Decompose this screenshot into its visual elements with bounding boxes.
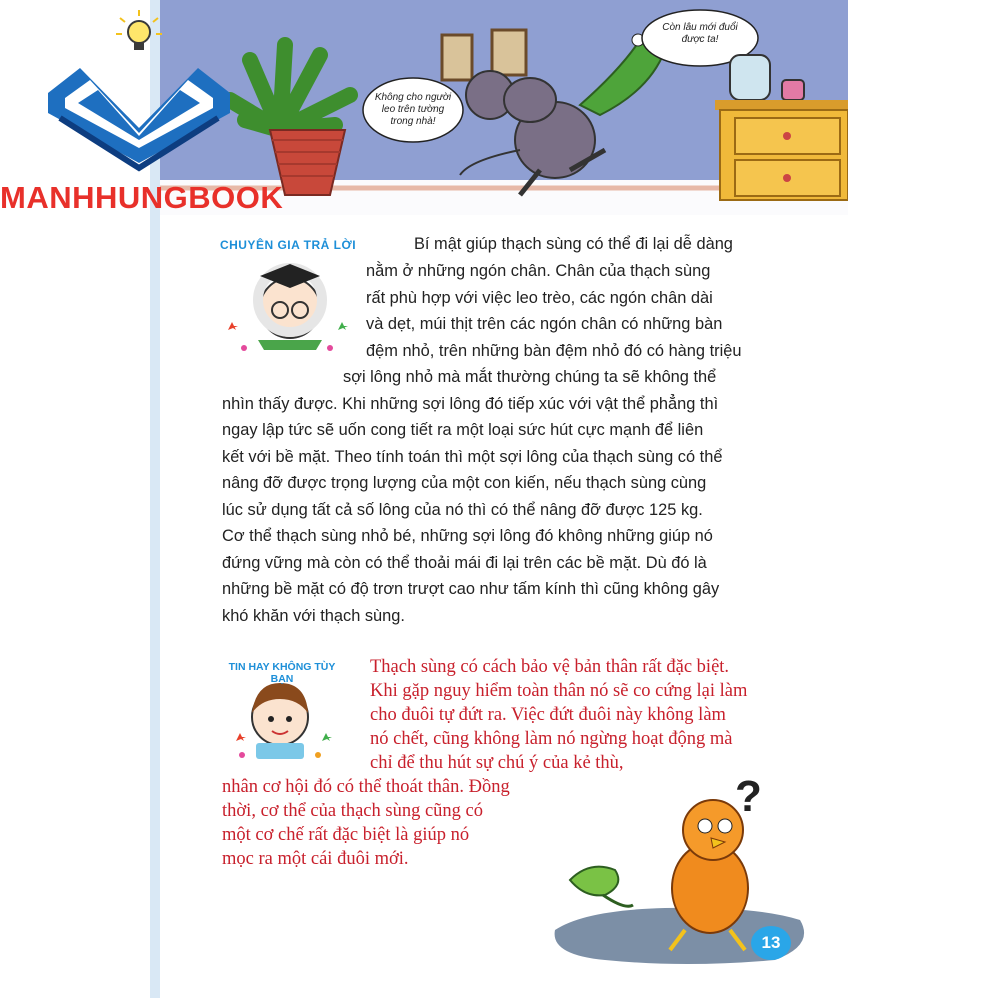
text-line: sợi lông nhỏ mà mắt thường chúng ta sẽ không thể [343,368,717,386]
star-icon [228,322,238,330]
text-line: những bề mặt có độ trơn trượt cao như tấm kính thì cũng không gây [222,580,720,598]
text-line: rất phù hợp với việc leo trèo, các ngón chân dài [366,289,713,307]
text-line: nằm ở những ngón chân. Chân của thạch sùng [366,262,711,280]
dresser-illustration [715,100,848,200]
text-line: cho đuôi tự đứt ra. Việc đứt đuôi này không làm [370,705,726,725]
child-avatar-icon [252,683,308,759]
expert-badge-label: CHUYÊN GIA TRẢ LỜI [219,238,357,252]
text-line: một cơ chế rất đặc biệt là giúp nó [222,825,470,845]
text-line: Cơ thể thạch sùng nhỏ bé, những sợi lông đó không những giúp nó [222,527,713,545]
text-line: ngay lập tức sẽ uốn cong tiết ra một loại sức hút cực mạnh để liên [222,421,704,439]
fact-badge-label: TIN HAY KHÔNG TÙY BẠN [228,661,336,685]
text-line: nhìn thấy được. Khi những sợi lông đó tiếp xúc với vật thể phẳng thì [222,395,719,413]
star-icon [338,322,348,330]
text-line: kết với bề mặt. Theo tính toán thì một sợi lông của thạch sùng có thể [222,448,723,466]
gecko-icon [570,867,633,907]
text-line: Thạch sùng có cách bảo vệ bản thân rất đặc biệt. [370,657,730,677]
text-line: Bí mật giúp thạch sùng có thể đi lại dễ dàng [414,235,733,253]
star-icon [322,733,332,741]
bubble-line: được ta! [681,34,719,45]
text-line: khó khăn với thạch sùng. [222,607,405,625]
lightbulb-icon [116,10,162,50]
text-line: Khi gặp nguy hiểm toàn thân nó sẽ co cứng lại làm [370,681,748,701]
expert-badge [218,230,358,360]
star-icon [236,733,246,741]
bubble-line: Không cho người [374,92,452,103]
professor-avatar-icon [258,264,322,350]
logo-text-part1: MANHHUNG [0,180,189,215]
fact-badge [222,655,342,770]
text-line: đệm nhỏ, trên những bàn đệm nhỏ đó có hàng triệu [366,342,742,360]
mouse-speech-bubble [367,92,459,128]
question-mark: ? [735,772,762,821]
bubble-line: leo trên tường [381,104,445,115]
text-line: nó chết, cũng không làm nó ngừng hoạt động mà [370,729,733,749]
text-line: nhân cơ hội đó có thể thoát thân. Đồng [222,777,510,797]
page-number: 13 [751,926,791,960]
logo-wordmark [0,180,283,216]
text-line: chỉ để thu hút sự chú ý của kẻ thù, [370,753,624,773]
bubble-line: Còn lâu mới đuổi [662,22,738,33]
text-line: và dẹt, múi thịt trên các ngón chân có những bàn [366,315,723,333]
text-line: thời, cơ thể của thạch sùng cũng có [222,801,484,821]
text-line: đứng vững mà còn có thể thoải mái đi lại trên các bề mặt. Dù đó là [222,554,707,572]
logo-text-part2: BOOK [188,180,284,215]
text-line: lúc sử dụng tất cả số lông của nó thì có thể nâng đỡ được 125 kg. [222,501,703,519]
logo [40,8,240,178]
gecko-speech-bubble [648,22,752,46]
bubble-line: trong nhà! [390,116,436,127]
text-line: mọc ra một cái đuôi mới. [222,849,409,869]
book-icon [48,68,230,168]
text-line: nâng đỡ được trọng lượng của một con kiến, nếu thạch sùng cùng [222,474,707,492]
